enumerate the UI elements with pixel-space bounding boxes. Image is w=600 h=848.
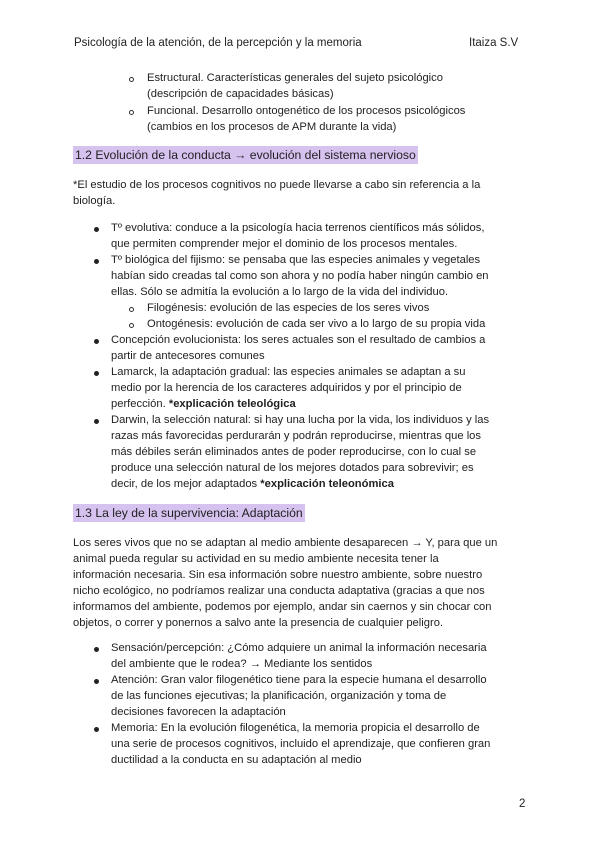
sub-bullet <box>129 323 134 328</box>
paragraph-line: biología. <box>73 195 116 207</box>
section-heading: 1.2 Evolución de la conducta → evolución del sistema nervioso <box>75 148 416 162</box>
paragraph-line: información necesaria. Sin esa información sobre nuestro ambiente, sobre nuestro <box>73 569 483 581</box>
paragraph-line: animal pueda regular su actividad en su medio ambiente necesita tener la <box>73 553 439 565</box>
bullet <box>94 727 99 732</box>
list-item-text: (cambios en los procesos de APM durante la vida) <box>147 121 397 133</box>
bullet <box>94 339 99 344</box>
list-item-text: perfección. *explicación teleológica <box>111 398 296 410</box>
list-item-text: Sensación/percepción: ¿Cómo adquiere un animal la información necesaria <box>111 642 487 654</box>
list-item-text: Funcional. Desarrollo ontogenético de los procesos psicológicos <box>147 105 466 117</box>
list-item-text: Lamarck, la adaptación gradual: las especies animales se adaptan a su <box>111 366 466 378</box>
list-item-text: produce una selección natural de los mejores dotados para sobrevivir; es <box>111 462 474 474</box>
bold-note: *explicación teleonómica <box>260 478 394 490</box>
list-item-text: partir de antecesores comunes <box>111 350 265 362</box>
list-item-text: de las funciones ejecutivas; la planificación, organización y toma de <box>111 690 447 702</box>
list-item-text: medio por la herencia de los caracteres adquiridos y por el principio de <box>111 382 462 394</box>
bullet <box>94 679 99 684</box>
list-item-text: Darwin, la selección natural: si hay una lucha por la vida, los individuos y las <box>111 414 490 426</box>
sub-bullet <box>129 307 134 312</box>
list-item-text: Estructural. Características generales del sujeto psicológico <box>147 72 443 84</box>
sub-bullet <box>129 110 134 115</box>
list-item-text: que permiten comprender mejor el dominio de los procesos mentales. <box>111 238 458 250</box>
section-heading: 1.3 La ley de la supervivencia: Adaptación <box>75 506 303 520</box>
paragraph-line: *El estudio de los procesos cognitivos no puede llevarse a cabo sin referencia a la <box>73 179 481 191</box>
paragraph-line: informamos del ambiente, podemos por ejemplo, andar sin caernos y sin chocar con <box>73 601 492 613</box>
header-title: Psicología de la atención, de la percepción y la memoria <box>74 37 362 49</box>
list-item-text: ellas. Sólo se admitía la evolución a lo largo de la vida del individuo. <box>111 286 449 298</box>
list-item-text: una serie de procesos cognitivos, incluido el aprendizaje, que confieren gran <box>111 738 491 750</box>
list-item-text: Atención: Gran valor filogenético tiene para la especie humana el desarrollo <box>111 674 487 686</box>
paragraph-line: Los seres vivos que no se adaptan al medio ambiente desaparecen → Y, para que un <box>73 537 498 549</box>
list-item-text: Concepción evolucionista: los seres actuales son el resultado de cambios a <box>111 334 486 346</box>
list-item-text: habían sido creadas tal como son ahora y no podía haber ningún cambio en <box>111 270 489 282</box>
bullet <box>94 371 99 376</box>
bullet <box>94 647 99 652</box>
page-number: 2 <box>519 798 526 810</box>
list-item-text: decisiones favorecen la adaptación <box>111 706 286 718</box>
list-item-text: del ambiente que le rodea? → Mediante los sentidos <box>111 658 373 670</box>
bold-note: *explicación teleológica <box>168 398 296 410</box>
sub-bullet <box>129 77 134 82</box>
paragraph-line: nicho ecológico, no podríamos realizar una conducta adaptativa (gracias a que nos <box>73 585 485 597</box>
list-item-text: (descripción de capacidades básicas) <box>147 88 334 100</box>
list-item-text: Ontogénesis: evolución de cada ser vivo a lo largo de su propia vida <box>147 318 486 330</box>
paragraph-line: objetos, o correr y ponernos a salvo ante la presencia de cualquier peligro. <box>73 617 444 629</box>
list-item-text: decir, de los mejor adaptados *explicación teleonómica <box>111 478 394 490</box>
list-item-text: Tº evolutiva: conduce a la psicología hacia terrenos científicos más sólidos, <box>111 222 485 234</box>
list-item-text: más débiles serán eliminados antes de poder reproducirse, con lo cual se <box>111 446 477 458</box>
bullet <box>94 259 99 264</box>
bullet <box>94 419 99 424</box>
bullet <box>94 227 99 232</box>
list-item-text: Tº biológica del fijismo: se pensaba que las especies animales y vegetales <box>111 254 481 266</box>
list-item-text: ductilidad a la conducta en su adaptación al medio <box>111 754 362 766</box>
list-item-text: razas más favorecidas perdurarán y podrán reproducirse, mientras que los <box>111 430 481 442</box>
header-author: Itaiza S.V <box>469 37 519 49</box>
list-item-text: Memoria: En la evolución filogenética, la memoria propicia el desarrollo de <box>111 722 480 734</box>
list-item-text: Filogénesis: evolución de las especies de los seres vivos <box>147 302 430 314</box>
